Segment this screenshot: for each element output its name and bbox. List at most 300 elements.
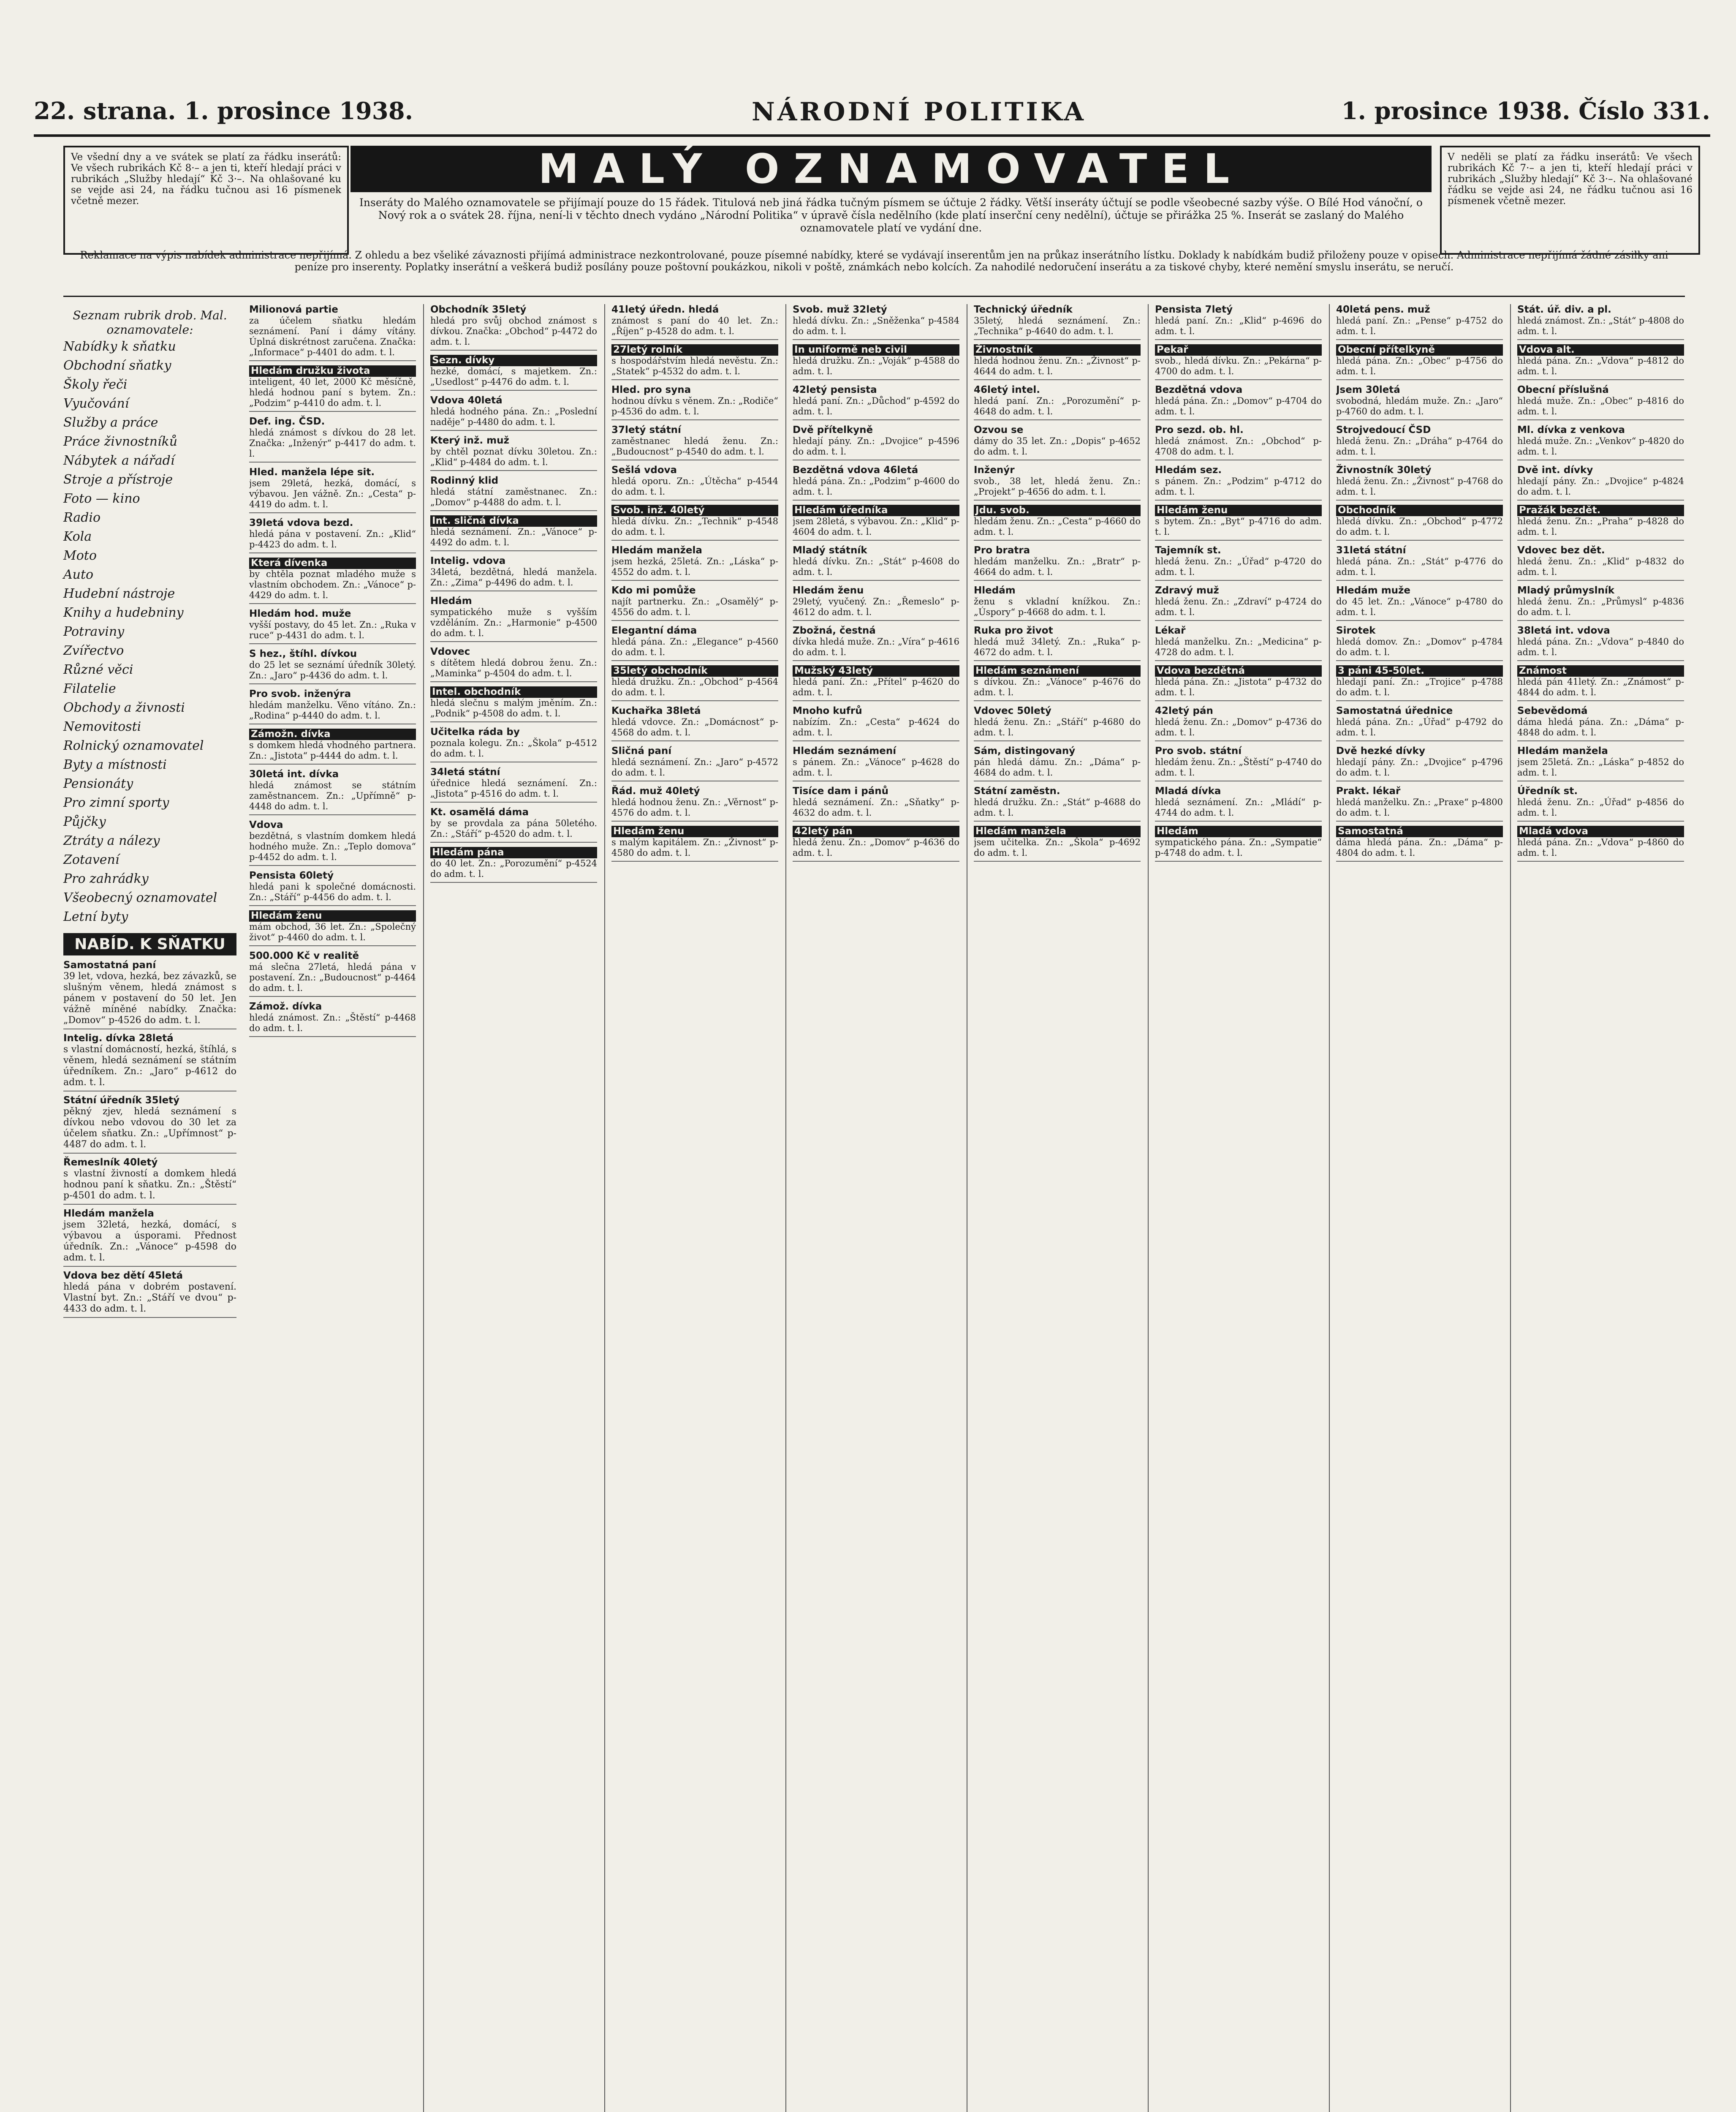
rubric-item: Nábytek a nářadí (63, 453, 175, 468)
ad-heading: Hledám (1155, 826, 1322, 837)
classified-ad (793, 505, 959, 541)
ad-heading: Ml. dívka z venkova (1517, 425, 1625, 435)
ad-text: hledám manželku. Zn.: „Bratr“ p-4664 do adm. t. l. (974, 556, 1141, 577)
rubric-item: Nemovitosti (63, 719, 141, 734)
ad-separator (63, 1204, 236, 1205)
classified-ad (793, 786, 959, 822)
ad-separator (430, 470, 597, 471)
ad-separator (611, 861, 778, 862)
rubric-index-title: Seznam rubrik drob. Mal. oznamovatele: (73, 308, 227, 337)
ad-heading: Dvě int. dívky (1517, 465, 1593, 476)
ad-separator (1336, 540, 1503, 541)
classified-ad (1336, 545, 1503, 581)
ad-heading: Technický úředník (974, 304, 1073, 315)
ad-separator (1155, 500, 1322, 501)
classified-ad (1155, 585, 1322, 621)
rates-sunday-box: V neděli se platí za řádku inserátů: Ve všech rubrikách Kč 7·– a jen ti, kteří hledají práci v rubrikách „Služby hledají“ Kč 3·–. Na ohlašované řádku se vejde asi 24, ne řádku tučnou asi 16 písmenek včetně mezer. (1440, 146, 1700, 255)
ad-separator (249, 814, 416, 815)
ad-heading: Kuchařka 38letá (611, 705, 701, 716)
ad-text: by se provdala za pána 50letého. Zn.: „Stáří“ p-4520 do adm. t. l. (430, 818, 597, 839)
ad-heading: Hledám ženu (249, 910, 416, 922)
ad-heading: Elegantní dáma (611, 625, 697, 636)
classified-ad (1155, 786, 1322, 822)
ad-separator (430, 802, 597, 803)
notice-rule (63, 296, 1685, 297)
classified-ad (1155, 344, 1322, 380)
ad-separator (249, 643, 416, 644)
classified-ad (611, 465, 778, 501)
ad-separator (793, 821, 959, 822)
ad-separator (793, 740, 959, 741)
classified-ad (1155, 505, 1322, 541)
column-rule (1510, 304, 1511, 2112)
classified-ad (611, 665, 778, 701)
classified-ad (430, 727, 597, 762)
ad-heading: 27letý rolník (611, 344, 778, 356)
classified-ad (611, 826, 778, 862)
ad-heading: 31letá státní (1336, 545, 1406, 556)
classified-ad (793, 384, 959, 420)
ad-heading: Hledám ženu (1155, 505, 1322, 516)
ad-separator (249, 683, 416, 684)
classified-ad (249, 365, 416, 412)
ad-text: hledá muže. Zn.: „Obec“ p-4816 do adm. t. l. (1517, 396, 1684, 416)
ad-separator (974, 419, 1141, 420)
classified-ad (611, 585, 778, 621)
ad-heading: Hledám seznámení (974, 665, 1141, 677)
ad-separator (430, 550, 597, 551)
ad-text: jsem 25letá. Zn.: „Láska“ p-4852 do adm. t. l. (1517, 757, 1684, 778)
ad-text: najít partnerku. Zn.: „Osamělý“ p-4556 do adm. t. l. (611, 596, 778, 617)
ad-text: hledá oporu. Zn.: „Útěcha“ p-4544 do adm. t. l. (611, 476, 778, 497)
ad-text: hledá paní. Zn.: „Klid“ p-4696 do adm. t. l. (1155, 316, 1322, 336)
rubric-item: Radio (63, 510, 101, 525)
ad-heading: Pensista 7letý (1155, 304, 1233, 315)
classified-ad (430, 596, 597, 642)
classified-ad (430, 807, 597, 843)
rubric-item: Stroje a přístroje (63, 472, 173, 487)
ad-text: pán hledá dámu. Zn.: „Dáma“ p-4684 do adm. t. l. (974, 757, 1141, 778)
classified-ad (1517, 746, 1684, 781)
ad-heading: Tajemník st. (1155, 545, 1221, 556)
ad-separator (430, 842, 597, 843)
ad-separator (1155, 540, 1322, 541)
section-banner: MALÝ OZNAMOVATEL (350, 146, 1432, 192)
ad-text: hledá manželku. Zn.: „Medicina“ p-4728 do adm. t. l. (1155, 637, 1322, 657)
ad-text: mám obchod, 36 let. Zn.: „Společný život“ p-4460 do adm. t. l. (249, 922, 416, 942)
ad-heading: 42letý pensista (793, 384, 877, 395)
classified-ad (1336, 786, 1503, 822)
classified-ad (1517, 585, 1684, 621)
ad-text: sympatického pána. Zn.: „Sympatie“ p-4748 do adm. t. l. (1155, 837, 1322, 858)
ad-separator (1155, 580, 1322, 581)
ad-text: hledám ženu. Zn.: „Cesta“ p-4660 do adm. t. l. (974, 516, 1141, 537)
ad-text: jsem 29letá, hezká, domácí, s výbavou. Jen vážně. Zn.: „Cesta“ p-4419 do adm. t. l. (249, 478, 416, 509)
ad-text: známost s paní do 40 let. Zn.: „Říjen“ p-4528 do adm. t. l. (611, 316, 778, 336)
classified-ad (793, 425, 959, 460)
classified-ad (1155, 705, 1322, 741)
ad-heading: Státní zaměstn. (974, 786, 1060, 797)
ad-text: hledá ženu. Zn.: „Zdraví“ p-4724 do adm. t. l. (1155, 596, 1322, 617)
classified-ad (1517, 505, 1684, 541)
ad-text: hledají pány. Zn.: „Dvojice“ p-4796 do adm. t. l. (1336, 757, 1503, 778)
ad-text: dámy do 35 let. Zn.: „Dopis“ p-4652 do adm. t. l. (974, 436, 1141, 457)
ad-separator (249, 512, 416, 513)
ad-heading: Mladá vdova (1517, 826, 1684, 837)
ad-heading: Známost (1517, 665, 1684, 677)
ad-heading: Hledám sez. (1155, 465, 1222, 476)
classified-ad (430, 555, 597, 591)
rubric-index (63, 308, 236, 1321)
ad-separator (430, 430, 597, 431)
classified-ad (793, 465, 959, 501)
classified-ad (1155, 746, 1322, 781)
classified-ad (974, 384, 1141, 420)
banner-subtitle: Inseráty do Malého oznamovatele se přijímají pouze do 15 řádek. Titulová neb jiná řádka tučným písmem se účtuje 2 řádky. Větší inseráty účtují se podle všeobecné sazby výše. O Bílé Hod vánoční, o Nový rok a o svátek 28. října, není-li v těchto dnech vydáno „Národní Politika“ v úpravě čísla nedělního (kde platí inserční ceny nedělní), účtuje se přirážka 25 %. Inserát se zaslaný do Malého oznamovatele platí ve vydání dne. (359, 196, 1423, 234)
ad-separator (249, 764, 416, 765)
ad-heading: 46letý intel. (974, 384, 1040, 395)
ad-separator (1336, 660, 1503, 661)
ad-separator (1517, 821, 1684, 822)
ad-heading: Pražák bezdět. (1517, 505, 1684, 516)
ad-heading: Kdo mi pomůže (611, 585, 696, 596)
ad-separator (793, 580, 959, 581)
ad-heading: Živnostník 30letý (1336, 465, 1432, 476)
classified-columns (249, 304, 1698, 2112)
rubric-item: Vyučování (63, 396, 129, 411)
rubric-item: Pensionáty (63, 776, 133, 791)
ad-separator (1155, 379, 1322, 380)
rubric-item: Foto — kino (63, 491, 140, 506)
ad-text: s bytem. Zn.: „Byt“ p-4716 do adm. t. l. (1155, 516, 1322, 537)
ad-separator (249, 603, 416, 604)
rubric-item: Obchodní sňatky (63, 358, 171, 373)
ad-heading: Pro svob. státní (1155, 746, 1242, 757)
classified-ad (63, 1033, 236, 1091)
classified-ad (249, 950, 416, 997)
classified-ad (249, 910, 416, 946)
ad-separator (1517, 419, 1684, 420)
classified-ad (793, 344, 959, 380)
ad-heading: Vdova 40letá (430, 395, 503, 406)
classified-ad (1517, 344, 1684, 380)
ad-heading: Hledám seznámení (793, 746, 897, 757)
ad-heading: Hledám manžela (1517, 746, 1608, 757)
ad-heading: Hledám ženu (793, 585, 864, 596)
rubric-item: Pro zahrádky (63, 871, 149, 886)
ad-text: vyšší postavy, do 45 let. Zn.: „Ruka v ruce“ p-4431 do adm. t. l. (249, 620, 416, 640)
rubric-item: Všeobecný oznamovatel (63, 890, 217, 905)
ad-heading: Hled. manžela lépe sit. (249, 467, 375, 478)
rubric-item: Obchody a živnosti (63, 700, 185, 715)
ad-heading: Svob. muž 32letý (793, 304, 887, 315)
ad-text: hledá pána. Zn.: „Podzim“ p-4600 do adm. t. l. (793, 476, 959, 497)
ad-heading: 39letá vdova bezd. (249, 517, 353, 528)
classified-ad (430, 847, 597, 883)
ad-text: poznala kolegu. Zn.: „Škola“ p-4512 do adm. t. l. (430, 738, 597, 759)
ad-separator (974, 500, 1141, 501)
ad-heading: Hled. pro syna (611, 384, 691, 395)
ad-separator (249, 411, 416, 412)
ad-heading: Dvě přítelkyně (793, 425, 873, 435)
ad-heading: S hez., štíhl. dívkou (249, 648, 357, 659)
ad-heading: Vdovec (430, 646, 470, 657)
classified-ad (974, 344, 1141, 380)
ad-separator (611, 339, 778, 340)
ad-heading: Jsem 30letá (1336, 384, 1400, 395)
ad-text: zaměstnanec hledá ženu. Zn.: „Budoucnost“ p-4540 do adm. t. l. (611, 436, 778, 457)
newspaper-title: NÁRODNÍ POLITIKA (752, 97, 1086, 127)
classified-ad (249, 729, 416, 765)
ad-heading: Hledám (430, 596, 472, 607)
ad-separator (793, 419, 959, 420)
rubric-item: Půjčky (63, 814, 106, 829)
classified-ad (974, 705, 1141, 741)
ad-separator (793, 339, 959, 340)
classified-ad (1517, 705, 1684, 741)
classified-ad (249, 819, 416, 866)
ad-heading: Vdovec bez dět. (1517, 545, 1605, 556)
ad-separator (1336, 700, 1503, 701)
classified-ad (430, 686, 597, 722)
rubric-item: Potraviny (63, 624, 125, 639)
ad-separator (974, 660, 1141, 661)
classified-ad (974, 304, 1141, 340)
rubric-item: Ztráty a nálezy (63, 833, 160, 848)
ad-heading: Lékař (1155, 625, 1186, 636)
ad-text: hledá pána. Zn.: „Elegance“ p-4560 do adm. t. l. (611, 637, 778, 657)
rubric-item: Filatelie (63, 681, 116, 696)
ad-separator (430, 350, 597, 351)
classified-ad (1155, 625, 1322, 661)
ad-separator (249, 552, 416, 553)
ad-heading: Vdovec 50letý (974, 705, 1051, 716)
ad-text: do 40 let. Zn.: „Porozumění“ p-4524 do adm. t. l. (430, 858, 597, 879)
ad-heading: 38letá int. vdova (1517, 625, 1610, 636)
rubric-item: Hudební nástroje (63, 586, 175, 601)
classified-ad (1336, 505, 1503, 541)
classified-ad (974, 625, 1141, 661)
ad-text: svob., hledá dívku. Zn.: „Pekárna“ p-4700 do adm. t. l. (1155, 356, 1322, 376)
ad-heading: Int. sličná dívka (430, 515, 597, 527)
classified-ad (249, 467, 416, 513)
ad-separator (1336, 620, 1503, 621)
ad-separator (249, 462, 416, 463)
page-header (34, 97, 1710, 131)
ad-text: hledá známost s dívkou do 28 let. Značka: „Inženýr“ p-4417 do adm. t. l. (249, 427, 416, 459)
ad-heading: Obchodník (1336, 505, 1503, 516)
classified-ad (974, 425, 1141, 460)
ad-separator (974, 379, 1141, 380)
ad-separator (63, 1266, 236, 1267)
ad-text: hledá dívku. Zn.: „Technik“ p-4548 do adm. t. l. (611, 516, 778, 537)
classified-ad (1517, 786, 1684, 822)
ad-text: hledá dívku. Zn.: „Obchod“ p-4772 do adm. t. l. (1336, 516, 1503, 537)
ad-heading: Který inž. muž (430, 435, 509, 446)
ad-text: hledají pány. Zn.: „Dvojice“ p-4824 do adm. t. l. (1517, 476, 1684, 497)
ad-heading: Pro sezd. ob. hl. (1155, 425, 1244, 435)
classified-ad (793, 304, 959, 340)
classified-ad (249, 608, 416, 644)
marriage-offers-heading: NABÍD. K SŇATKU (63, 933, 236, 955)
ad-text: do 25 let se seznámí úředník 30letý. Zn.: „Jaro“ p-4436 do adm. t. l. (249, 660, 416, 680)
ad-text: hledá pán 41letý. Zn.: „Známost“ p-4844 do adm. t. l. (1517, 677, 1684, 697)
classified-ad (793, 545, 959, 581)
ad-text: inteligent, 40 let, 2000 Kč měsíčně, hledá hodnou paní s bytem. Zn.: „Podzim“ p-4410 do adm. t. l. (249, 377, 416, 408)
ad-separator (1517, 861, 1684, 862)
classified-ad (611, 505, 778, 541)
classified-ad (793, 746, 959, 781)
column-rule (604, 304, 605, 2112)
classified-ad (793, 665, 959, 701)
ad-separator (1336, 419, 1503, 420)
ad-heading: Hledám muže (1336, 585, 1411, 596)
ad-heading: Mladý průmyslník (1517, 585, 1615, 596)
ad-heading: 40letá pens. muž (1336, 304, 1430, 315)
classified-ad (1517, 625, 1684, 661)
ad-heading: Vdova bez dětí 45letá (63, 1270, 183, 1281)
ad-separator (1155, 419, 1322, 420)
ad-text: hledá pro svůj obchod známost s dívkou. Značka: „Obchod“ p-4472 do adm. t. l. (430, 316, 597, 347)
ad-heading: Hledám hod. muže (249, 608, 351, 619)
ad-separator (974, 540, 1141, 541)
ad-text: hledá paní. Zn.: „Pense“ p-4752 do adm. t. l. (1336, 316, 1503, 336)
ad-heading: 3 páni 45-50let. (1336, 665, 1503, 677)
classified-ad (1336, 826, 1503, 862)
ad-heading: Zbožná, čestná (793, 625, 876, 636)
ad-heading: 41letý úředn. hledá (611, 304, 719, 315)
ad-heading: Strojvedoucí ČSD (1336, 425, 1431, 435)
ad-text: hledá seznámení. Zn.: „Sňatky“ p-4632 do adm. t. l. (793, 797, 959, 818)
ad-text: hledá dívku. Zn.: „Sněženka“ p-4584 do adm. t. l. (793, 316, 959, 336)
classified-ad (974, 746, 1141, 781)
ad-text: hledá hodného pána. Zn.: „Poslední naděje“ p-4480 do adm. t. l. (430, 406, 597, 427)
ad-separator (249, 945, 416, 946)
ad-separator (1336, 500, 1503, 501)
classified-ad (249, 648, 416, 684)
ad-text: hledá ženu. Zn.: „Domov“ p-4736 do adm. t. l. (1155, 717, 1322, 738)
ad-heading: Sezn. dívky (430, 355, 597, 366)
ad-separator (793, 540, 959, 541)
ad-heading: Mladá dívka (1155, 786, 1221, 797)
ad-heading: Vdova bezdětná (1155, 665, 1322, 677)
classified-ad (974, 665, 1141, 701)
ad-separator (249, 1036, 416, 1037)
ad-text: hledá pána. Zn.: „Jistota“ p-4732 do adm. t. l. (1155, 677, 1322, 697)
classified-ad (1336, 665, 1503, 701)
classified-ad (1336, 304, 1503, 340)
rubric-item: Služby a práce (63, 415, 158, 430)
classified-ad (611, 384, 778, 420)
ad-heading: Mladý státník (793, 545, 867, 556)
classified-ad (793, 585, 959, 621)
classified-ad (249, 1001, 416, 1037)
ad-separator (430, 721, 597, 722)
ad-text: s dívkou. Zn.: „Vánoce“ p-4676 do adm. t. l. (974, 677, 1141, 697)
ad-text: hledá paní. Zn.: „Porozumění“ p-4648 do adm. t. l. (974, 396, 1141, 416)
ad-text: hledá seznámení. Zn.: „Mládí“ p-4744 do adm. t. l. (1155, 797, 1322, 818)
ad-text: hledám manželku. Věno vítáno. Zn.: „Rodina“ p-4440 do adm. t. l. (249, 700, 416, 721)
rubric-item: Pro zimní sporty (63, 795, 169, 810)
rubric-item: Rolnický oznamovatel (63, 738, 204, 753)
ad-heading: Sličná paní (611, 746, 672, 757)
ad-separator (1155, 339, 1322, 340)
ad-heading: Intelig. vdova (430, 555, 506, 566)
ad-separator (1517, 580, 1684, 581)
ad-heading: Samostatná úřednice (1336, 705, 1453, 716)
ad-heading: Zdravý muž (1155, 585, 1219, 596)
ad-column (974, 304, 1141, 2112)
rubric-item: Zvířectvo (63, 643, 124, 658)
classified-ad (974, 465, 1141, 501)
classified-ad (63, 1270, 236, 1318)
ad-separator (1517, 700, 1684, 701)
column-rule (1329, 304, 1330, 2112)
ad-separator (1336, 339, 1503, 340)
classified-ad (1336, 585, 1503, 621)
classified-ad (430, 304, 597, 351)
ad-separator (1155, 861, 1322, 862)
classified-ad (249, 769, 416, 815)
ad-separator (974, 339, 1141, 340)
ad-separator (611, 821, 778, 822)
rubric-item: Knihy a hudebniny (63, 605, 184, 620)
ad-text: hledá muž 34letý. Zn.: „Ruka“ p-4672 do adm. t. l. (974, 637, 1141, 657)
classified-ad (793, 705, 959, 741)
ad-separator (611, 620, 778, 621)
rubric-list (63, 337, 236, 926)
ad-text: hledá ženu. Zn.: „Domov“ p-4636 do adm. t. l. (793, 837, 959, 858)
ad-text: hledá hodnou ženu. Zn.: „Věrnost“ p-4576 do adm. t. l. (611, 797, 778, 818)
ad-text: hledá pána. Zn.: „Obec“ p-4756 do adm. t. l. (1336, 356, 1503, 376)
classified-ad (249, 870, 416, 906)
ad-text: hledá pani k společné domácnosti. Zn.: „Stáří“ p-4456 do adm. t. l. (249, 882, 416, 902)
ad-separator (1155, 740, 1322, 741)
page-number: 22. strana. 1. prosince 1938. (34, 97, 413, 125)
ad-heading: Zámož. dívka (249, 1001, 322, 1012)
classified-ad (793, 826, 959, 862)
classified-ad (1517, 384, 1684, 420)
ad-heading: Hledám manžela (63, 1208, 154, 1219)
ad-separator (974, 740, 1141, 741)
ad-heading: Prakt. lékař (1336, 786, 1401, 797)
classified-ad (249, 416, 416, 463)
ad-text: by chtěla poznat mladého muže s vlastním obchodem. Zn.: „Vánoce“ p-4429 do adm. t. l. (249, 569, 416, 600)
classified-ad (1336, 746, 1503, 781)
ad-text: s pánem. Zn.: „Vánoce“ p-4628 do adm. t. l. (793, 757, 959, 778)
ad-heading: Hledám družku života (249, 365, 416, 377)
ad-heading: Vdova alt. (1517, 344, 1684, 356)
ad-heading: Řemeslník 40letý (63, 1157, 158, 1168)
administration-notice: Reklamace na výpis nabídek administrace nepřijímá. Z ohledu a bez všeliké závaznosti přijímá administrace nezkontrolované, pouze písemné nabídky, které se vydávají inserentům jen na průkaz inserátního lístku. Doklady k nabídkám budiž přiloženy pouze v opisech. Administrace nepřijímá žádné zásilky ani peníze pro inserenty. Poplatky inserátní a veškerá budiž posílány pouze poštovní poukázkou, nikoli v poště, známkách nebo kolcích. Za nahodilé nedoručení inserátu a za tiskové chyby, které nemění smyslu inserátu, se neručí. (80, 249, 1668, 273)
classified-ad (1155, 826, 1322, 862)
ad-separator (611, 379, 778, 380)
ad-heading: Mnoho kufrů (793, 705, 862, 716)
ad-heading: Hledám manžela (974, 826, 1141, 837)
marriage-offers-list (63, 960, 236, 1318)
classified-ad (430, 355, 597, 391)
classified-ad (974, 585, 1141, 621)
ad-heading: Úředník st. (1517, 786, 1578, 797)
ad-text: hledá seznámení. Zn.: „Vánoce“ p-4492 do adm. t. l. (430, 527, 597, 547)
rubric-item: Různé věci (63, 662, 133, 677)
ad-heading: Státní úředník 35letý (63, 1095, 180, 1106)
ad-heading: Def. ing. ČSD. (249, 416, 325, 427)
classified-ad (793, 625, 959, 661)
ad-text: hledá pána. Zn.: „Vdova“ p-4860 do adm. t. l. (1517, 837, 1684, 858)
ad-heading: Svob. inž. 40letý (611, 505, 778, 516)
ad-separator (1336, 861, 1503, 862)
